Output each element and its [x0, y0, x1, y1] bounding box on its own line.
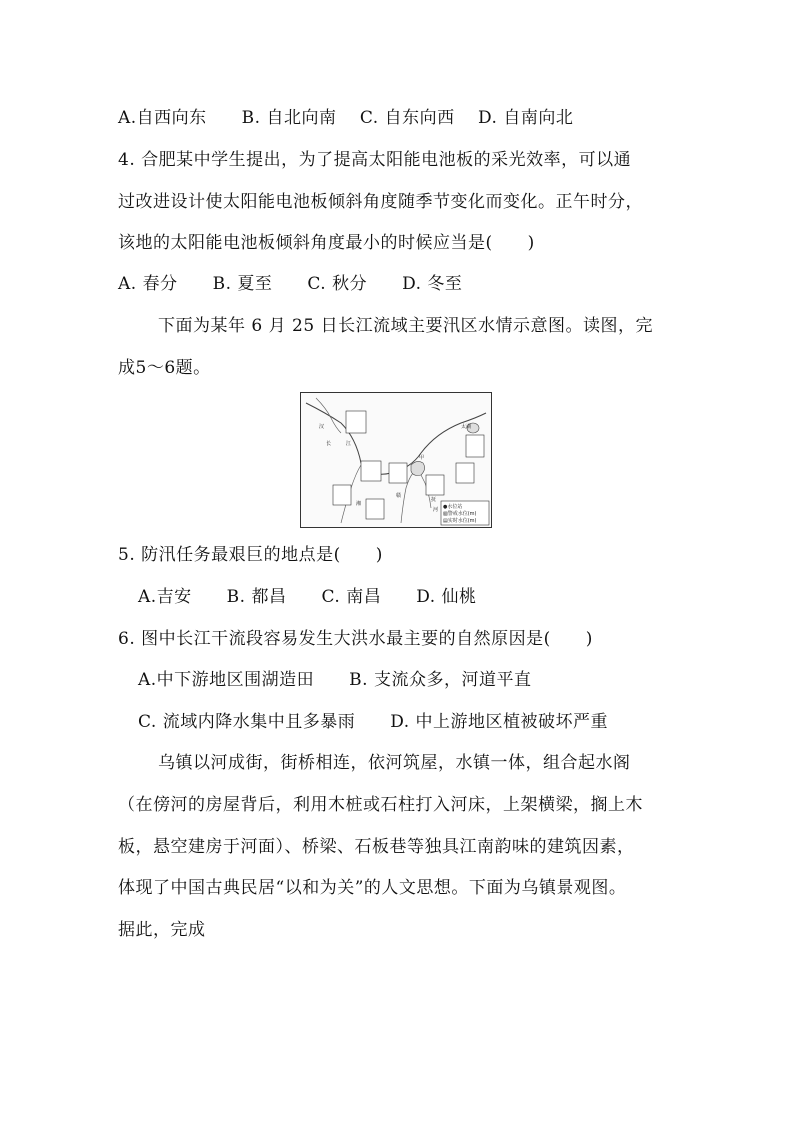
label-jia: 甲: [419, 455, 425, 461]
legend-station: ●水位站: [443, 504, 463, 510]
q3-options: A.自西向东 B. 自北向南 C. 自东向西 D. 自南向北: [118, 108, 574, 128]
station-box-taihu: [466, 435, 484, 457]
passage-line5: 据此，完成: [118, 920, 206, 940]
legend-realtime: ▤实时水位(m): [443, 518, 477, 524]
passage-line3: 板，悬空建房于河面）、桥梁、石板巷等独具江南韵味的建筑因素，: [118, 837, 635, 857]
q4-options: A. 春分 B. 夏至 C. 秋分 D. 冬至: [118, 274, 463, 294]
passage-line1: 乌镇以河成街，街桥相连，依河筑屋，水镇一体，组合起水阁: [158, 753, 631, 773]
station-box-nanchang: [389, 463, 407, 483]
label-gan: 赣: [396, 493, 402, 499]
intro-line1: 下面为某年 6 月 25 日长江流域主要汛区水情示意图。读图，完: [158, 316, 654, 336]
label-he: 河: [433, 507, 439, 513]
station-box-changsha: [333, 485, 351, 505]
passage-line2: （在傍河的房屋背后，利用木桩或石柱打入河床，上架横梁，搁上木: [118, 795, 643, 815]
station-box-hukou: [456, 463, 474, 483]
station-box-yueyang: [361, 461, 381, 481]
q5-options: A.吉安 B. 都昌 C. 南昌 D. 仙桃: [138, 587, 477, 607]
label-fu: 抚: [431, 497, 437, 503]
station-box-xiantao: [346, 411, 366, 433]
map-graphic: [301, 393, 491, 527]
q4-stem-line3: 该地的太阳能电池板倾斜角度最小的时候应当是( ): [118, 233, 535, 253]
legend-warning: ▧警戒水位(m): [443, 511, 477, 517]
label-jiang: 江: [346, 441, 352, 447]
q5-stem: 5. 防汛任务最艰巨的地点是( ): [118, 545, 383, 565]
label-han: 汉: [319, 424, 325, 430]
q4-stem-line1: 4. 合肥某中学生提出，为了提高太阳能电池板的采光效率，可以通: [118, 150, 632, 170]
q6-options-cd: C. 流域内降水集中且多暴雨 D. 中上游地区植被破坏严重: [138, 712, 609, 732]
q6-options-ab: A.中下游地区围湖造田 B. 支流众多，河道平直: [138, 670, 532, 690]
q4-stem-line2: 过改进设计使太阳能电池板倾斜角度随季节变化而变化。正午时分，: [118, 192, 643, 212]
station-box-lijiadu: [426, 475, 444, 495]
intro-line2: 成5～6题。: [118, 358, 211, 378]
label-chang: 长: [326, 441, 332, 447]
yangtze-flood-map: [300, 392, 492, 528]
label-xiang: 湘: [356, 501, 362, 507]
station-box-jian: [366, 499, 384, 519]
label-taihu: 太湖: [461, 424, 472, 430]
passage-line4: 体现了中国古典民居“以和为关”的人文思想。下面为乌镇景观图。: [118, 878, 627, 898]
poyang-lake: [411, 461, 425, 475]
q6-stem: 6. 图中长江干流段容易发生大洪水最主要的自然原因是( ): [118, 629, 593, 649]
